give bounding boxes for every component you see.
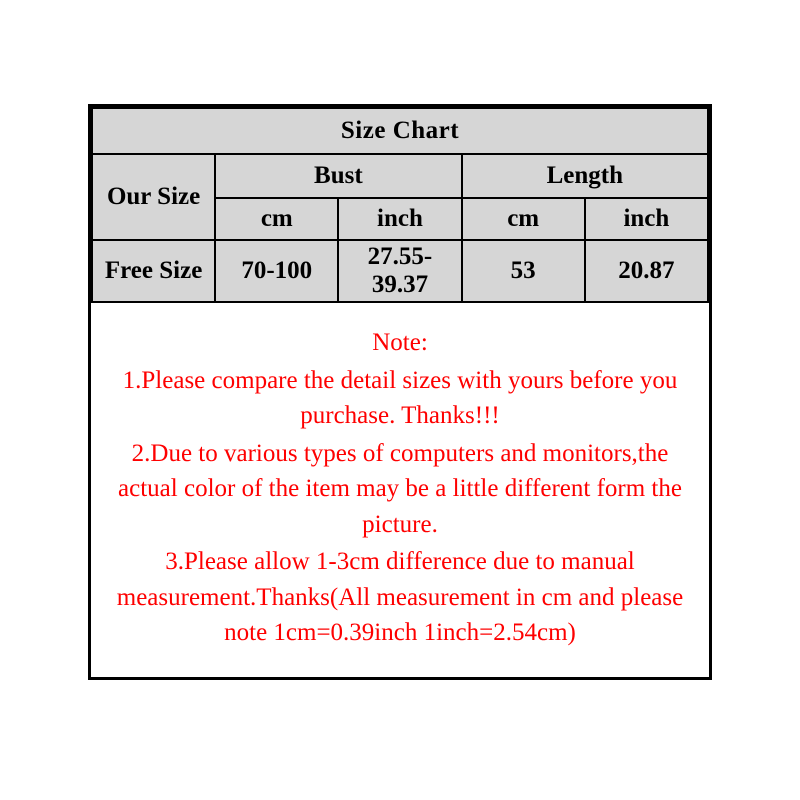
chart-title: Size Chart <box>92 108 708 154</box>
header-length-inch: inch <box>585 198 708 240</box>
header-our-size: Our Size <box>92 154 215 240</box>
size-chart-table <box>91 107 709 303</box>
cell-length-cm: 53 <box>462 240 585 302</box>
header-length: Length <box>462 154 708 198</box>
notes-section <box>91 303 709 677</box>
notes-title: Note: <box>372 329 428 356</box>
note-item-2: 2.Due to various types of computers and monitors,the actual color of the item may be a little different form the picture. <box>118 439 682 538</box>
note-item-3: 3.Please allow 1-3cm difference due to manual measurement.Thanks(All measurement in cm and please note 1cm=0.39inch 1inch=2.54cm) <box>116 548 684 646</box>
table-row <box>92 240 708 302</box>
table-row-title <box>92 108 708 154</box>
cell-bust-inch: 27.55-39.37 <box>338 240 461 302</box>
cell-bust-cm: 70-100 <box>215 240 338 302</box>
cell-size-name: Free Size <box>92 240 215 302</box>
table-row-group-headers <box>92 154 708 198</box>
size-chart-container <box>88 104 712 680</box>
header-bust-inch: inch <box>338 198 461 240</box>
cell-length-inch: 20.87 <box>585 240 708 302</box>
header-bust-cm: cm <box>215 198 338 240</box>
header-length-cm: cm <box>462 198 585 240</box>
note-item-1: 1.Please compare the detail sizes with yours before you purchase. Thanks!!! <box>122 366 678 429</box>
header-bust: Bust <box>215 154 461 198</box>
